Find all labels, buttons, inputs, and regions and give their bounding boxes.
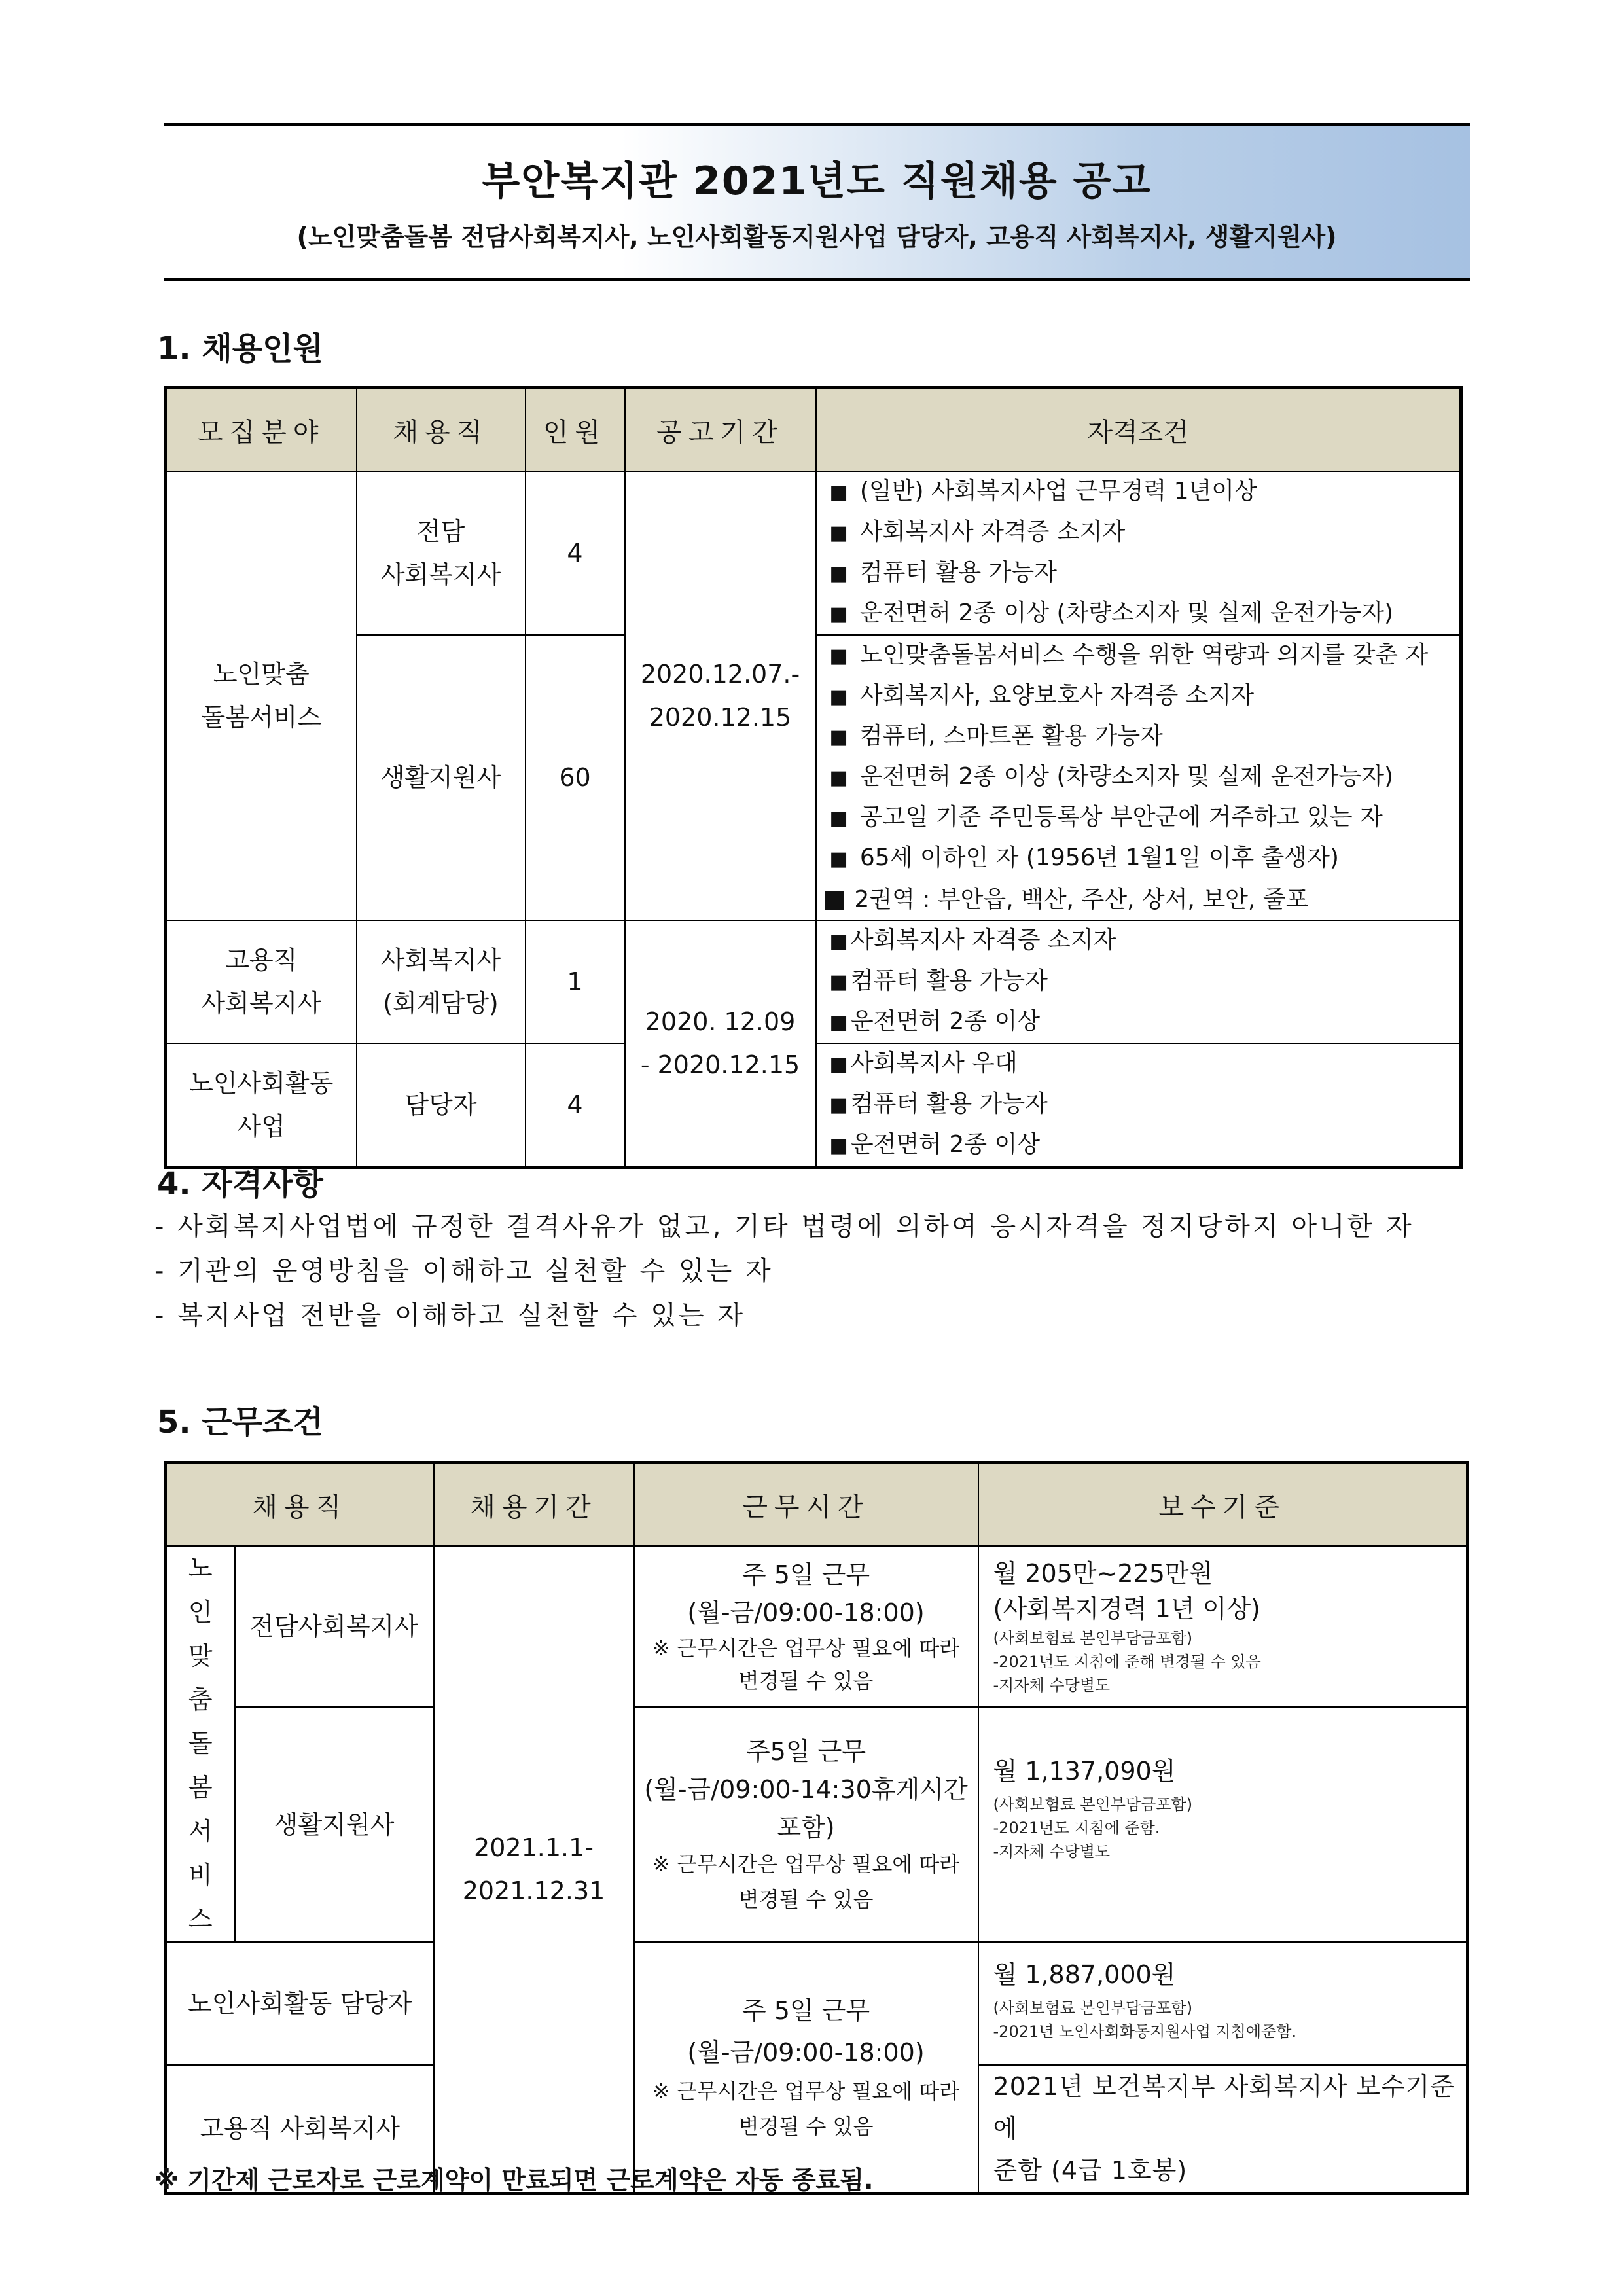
work-note: ※ 근무시간은 업무상 필요에 따라 (652, 1851, 960, 1876)
pay-note: -2021년 노인사회화동지원사업 지침에준함. (993, 2022, 1297, 2041)
job-sahoe: 담당자 (357, 1043, 526, 1168)
vertical-char: 인 (188, 1598, 213, 1626)
list-item: - 사회복지사업법에 규정한 결격사유가 없고, 기타 법령에 의하여 응시자격을 정지당하지 아니한 자 (154, 1211, 1414, 1242)
page-subtitle: (노인맞춤돌봄 전담사회복지사, 노인사회활동지원사업 담당자, 고용직 사회복지사, 생활지원사) (296, 223, 1337, 251)
job-jeondam: 전담사회복지사 (235, 1546, 434, 1707)
job-sahoe: 노인사회활동 담당자 (166, 1942, 434, 2065)
qual-saenghwal (816, 635, 1461, 920)
job-goyong: 고용직 사회복지사 (166, 2065, 434, 2193)
pay-note: (사회보험료 본인부담금포함) (993, 1629, 1193, 1647)
work-hours-1 (634, 1546, 978, 1707)
section5-heading: 5. 근무조건 (157, 1404, 323, 1441)
work-hours-3 (634, 1942, 978, 2193)
job-saenghwal: 생활지원사 (357, 635, 526, 920)
vertical-char: 스 (188, 1905, 213, 1933)
list-item: - 기관의 운영방침을 이해하고 실천할 수 있는 자 (154, 1256, 774, 1286)
pay-1 (978, 1546, 1468, 1707)
vertical-char: 비 (188, 1861, 213, 1890)
qual-jeondam (816, 471, 1461, 635)
header-qualification: 자격조건 (816, 388, 1461, 472)
count-goyong: 1 (526, 920, 625, 1043)
header-hours: 근무시간 (634, 1463, 978, 1547)
work-hours-2 (634, 1707, 978, 1942)
pay-2 (978, 1707, 1468, 1942)
job-goyong: 사회복지사 (회계담당) (357, 920, 526, 1043)
qual-sahoe (816, 1043, 1461, 1168)
work-note: ※ 근무시간은 업무상 필요에 따라 (652, 1636, 960, 1661)
field-sahoe: 노인사회활동 사업 (166, 1043, 357, 1168)
count-jeondam: 4 (526, 471, 625, 635)
title-box (164, 123, 1470, 281)
work-time: (월-금/09:00-18:00) (687, 1598, 925, 1628)
pay-note: -2021년도 지침에 준함. (993, 1819, 1160, 1838)
list-item: ■ 컴퓨터 활용 가능자 (829, 1090, 1048, 1117)
header-pay: 보수기준 (978, 1463, 1468, 1547)
period-2: 2020. 12.09 - 2020.12.15 (625, 920, 816, 1168)
list-item: ■ 컴퓨터, 스마트폰 활용 가능자 (829, 723, 1163, 749)
list-item: ■ 공고일 기준 주민등록상 부안군에 거주하고 있는 자 (829, 804, 1383, 831)
header-period: 채용기간 (434, 1463, 634, 1547)
page-title: 부안복지관 2021년도 직원채용 공고 (482, 158, 1152, 204)
pay-note: -2021년도 지침에 준해 변경될 수 있음 (993, 1653, 1261, 1671)
work-time: (월-금/09:00-18:00) (687, 2038, 925, 2068)
list-item: ■ 운전면허 2종 이상 (829, 1131, 1041, 1158)
list-item: ■ (일반) 사회복지사업 근무경력 1년이상 (829, 478, 1257, 505)
pay-note: -지자체 수당별도 (993, 1842, 1111, 1861)
list-item: ■ 사회복지사, 요양보호사 자격증 소지자 (829, 682, 1255, 709)
list-item: ■ 운전면허 2종 이상 (829, 1008, 1041, 1035)
pay-note: (사회보험료 본인부담금포함) (993, 1795, 1193, 1814)
pay-amount: 월 1,887,000원 (993, 1960, 1176, 1989)
pay-4: 2021년 보건복지부 사회복지사 보수기준에 준함 (4급 1호봉) (978, 2065, 1468, 2193)
count-sahoe: 4 (526, 1043, 625, 1168)
list-item: - 복지사업 전반을 이해하고 실천할 수 있는 자 (154, 1300, 745, 1331)
work-time: (월-금/09:00-14:30휴게시간 (644, 1774, 968, 1804)
vertical-char: 돌 (188, 1729, 213, 1758)
employment-period: 2021.1.1- 2021.12.31 (434, 1546, 634, 2193)
group-vertical-label (166, 1546, 235, 1942)
list-item: ■ 2권역 : 부안읍, 백산, 주산, 상서, 보안, 줄포 (823, 884, 1309, 913)
list-item: ■ 노인맞춤돌봄서비스 수행을 위한 역량과 의지를 갖춘 자 (829, 641, 1429, 668)
count-saenghwal: 60 (526, 635, 625, 920)
work-time: 포함) (777, 1812, 835, 1842)
work-note: 변경될 수 있음 (738, 2114, 874, 2140)
header-period: 공고기간 (625, 388, 816, 472)
list-item: ■ 컴퓨터 활용 가능자 (829, 967, 1048, 994)
work-note: 변경될 수 있음 (738, 1886, 874, 1912)
recruitment-table (164, 386, 1463, 1169)
footer-note: ※ 기간제 근로자로 근로계약이 만료되면 근로계약은 자동 종료됨. (154, 2166, 874, 2195)
period-1: 2020.12.07.- 2020.12.15 (625, 471, 816, 920)
list-item: ■ 컴퓨터 활용 가능자 (829, 559, 1057, 586)
work-note: 변경될 수 있음 (738, 1668, 874, 1694)
work-note: ※ 근무시간은 업무상 필요에 따라 (652, 2079, 960, 2104)
work-conditions-table (164, 1461, 1469, 2195)
field-goyong: 고용직 사회복지사 (166, 920, 357, 1043)
pay-3 (978, 1942, 1468, 2065)
header-count: 인원 (526, 388, 625, 472)
job-saenghwal: 생활지원사 (235, 1707, 434, 1942)
header-job: 채용직 (357, 388, 526, 472)
group-vertical-text (167, 1547, 234, 1941)
qual-goyong (816, 920, 1461, 1043)
list-item: ■ 사회복지사 자격증 소지자 (829, 518, 1126, 545)
header-field: 모집분야 (166, 388, 357, 472)
list-item: ■ 운전면허 2종 이상 (차량소지자 및 실제 운전가능자) (829, 763, 1394, 790)
vertical-char: 춤 (188, 1685, 213, 1714)
section4-heading: 4. 자격사항 (157, 1166, 323, 1202)
vertical-char: 서 (188, 1817, 213, 1846)
pay-condition: (사회복지경력 1년 이상) (993, 1594, 1260, 1623)
job-jeondam: 전담 사회복지사 (357, 471, 526, 635)
pay-amount: 월 1,137,090원 (993, 1757, 1176, 1786)
work-days: 주5일 근무 (745, 1736, 866, 1766)
list-item: ■ 65세 이하인 자 (1956년 1월1일 이후 출생자) (829, 844, 1339, 871)
list-item: ■ 사회복지사 자격증 소지자 (829, 927, 1116, 954)
qualification-list (154, 1204, 1463, 1338)
work-days: 주 5일 근무 (741, 1996, 870, 2026)
field-noin: 노인맞춤 돌봄서비스 (166, 471, 357, 920)
header-job: 채용직 (166, 1463, 434, 1547)
pay-note: (사회보험료 본인부담금포함) (993, 1999, 1193, 2017)
pay-amount: 월 205만~225만원 (993, 1559, 1213, 1588)
section1-heading: 1. 채용인원 (157, 331, 323, 367)
work-days: 주 5일 근무 (741, 1560, 870, 1590)
vertical-char: 맞 (188, 1641, 213, 1670)
pay-note: -지자체 수당별도 (993, 1676, 1111, 1695)
vertical-char: 노 (188, 1554, 213, 1583)
list-item: ■ 운전면허 2종 이상 (차량소지자 및 실제 운전가능자) (829, 600, 1394, 626)
list-item: ■ 사회복지사 우대 (829, 1050, 1018, 1077)
vertical-char: 봄 (188, 1773, 213, 1802)
